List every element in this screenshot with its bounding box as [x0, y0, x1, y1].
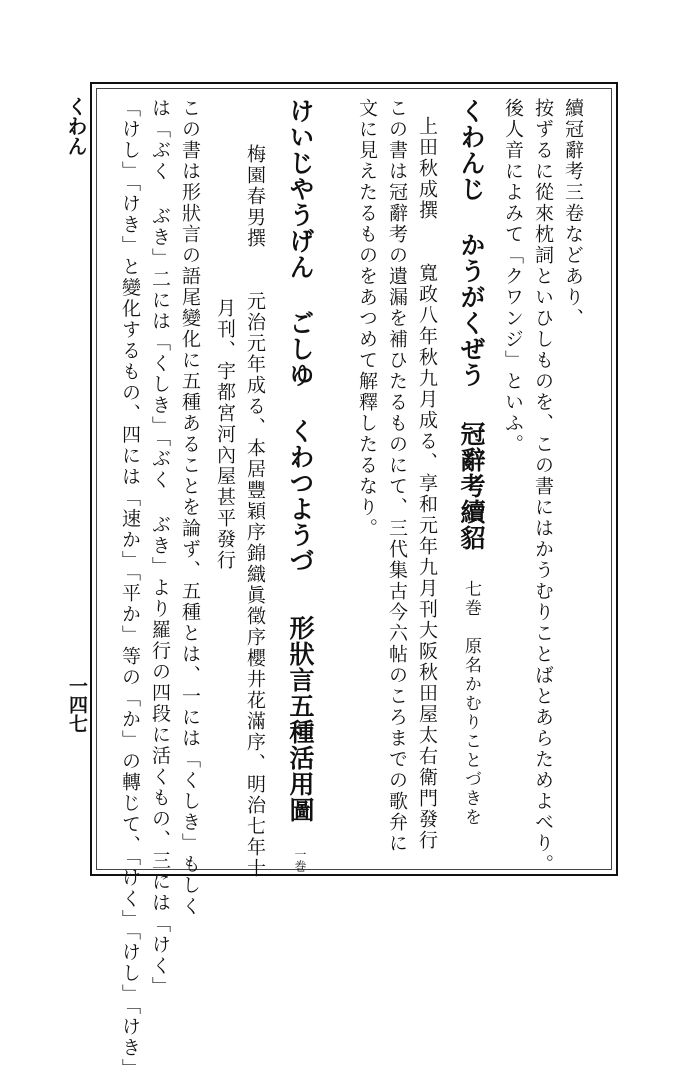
- entry-reading: けいじやうげん ごしゆ くわつようづ: [286, 98, 315, 574]
- text-column-6: この書は冠辭考の遺漏を補ひたるものにて、三代集古今六帖のころまでの歌弁に: [386, 98, 408, 854]
- entry-volume: 七巻: [461, 580, 481, 618]
- text-column-12: は「ぶく ぶき」二には「くしき」「ぶく ぶき」より羅行の四段に活くもの、三には「けく」: [149, 98, 171, 998]
- text-column-10: 月刊、宇都宮河內屋甚平發行: [214, 298, 236, 571]
- entry-heading-keijougen: [288, 98, 313, 872]
- running-head: くわん: [64, 96, 88, 156]
- entry-note: 原名かむりことづきを: [461, 637, 481, 827]
- entry-title: 冠辭考續貂: [457, 421, 486, 551]
- text-column-11: この書は形狀言の語尾變化に五種あることを論ず、五種とは、一には「くしき」もしく: [179, 98, 201, 917]
- text-column-5: 上田秋成撰 寬政八年秋九月成る、享和元年九月刊大阪秋田屋太右衛門發行: [416, 116, 438, 851]
- entry-title: 形狀言五種活用圖: [286, 615, 315, 823]
- text-column-3: 後人音によみて「クワンジ」といふ。: [502, 98, 524, 455]
- text-column-13: 「けし」「けき」と變化するもの、四には「速か」「平か」等の「か」の轉じて、「けく」「けし」「けき」: [119, 98, 141, 1080]
- text-column-9: 梅園春男撰 元治元年成る、本居豐穎序錦織眞徵序櫻井花滿序、明治七年十: [244, 144, 266, 879]
- text-column-7: 文に見えたるものをあつめて解釋したるなり。: [356, 98, 378, 539]
- entry-volume: 一巻: [293, 848, 307, 872]
- page-number: 一四七: [66, 676, 88, 733]
- text-column-1: 續冠辭考三卷などあり、: [562, 98, 584, 329]
- text-column-2: 按ずるに從來枕詞といひしものを、この書にはかうむりことばとあらためよべり。: [532, 98, 554, 875]
- entry-reading: くわんじ かうがくぜう: [457, 98, 486, 388]
- entry-heading-kanjikou: [459, 98, 484, 827]
